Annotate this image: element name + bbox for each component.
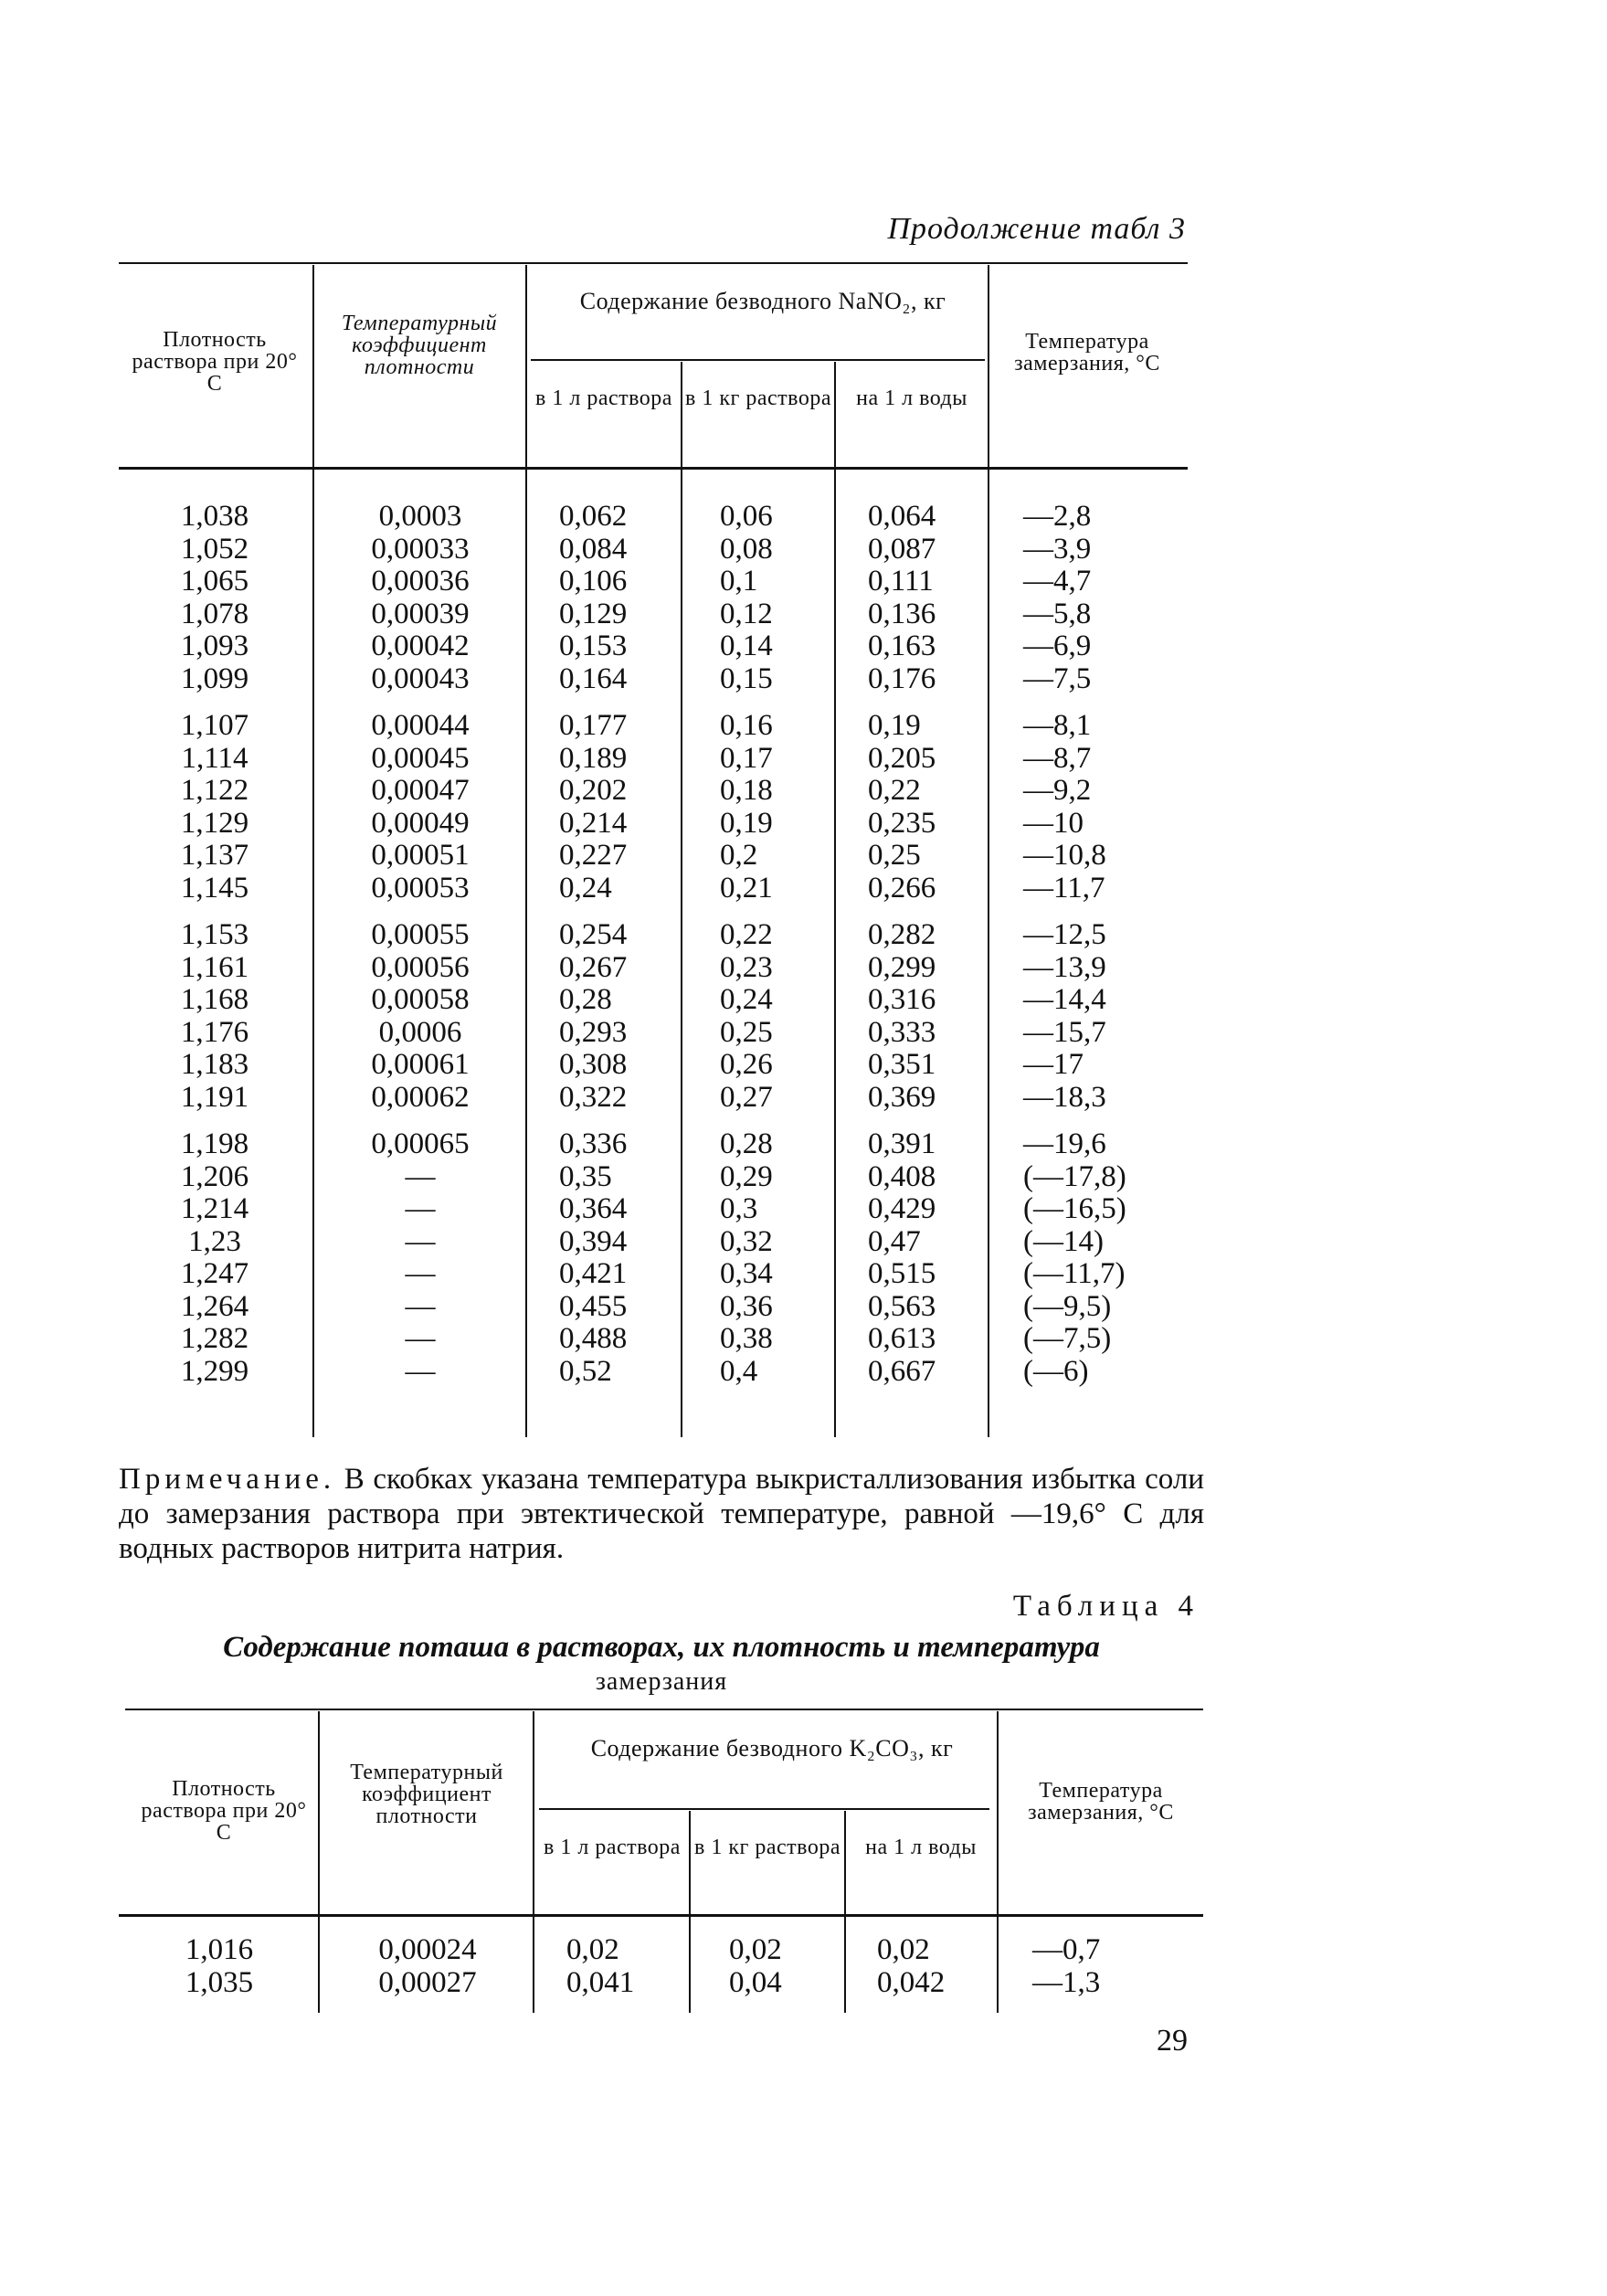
table3-cell: 0,16 — [720, 709, 773, 742]
table3-cell: 0,06 — [720, 500, 773, 533]
table3-cell: 1,038 — [180, 500, 249, 533]
table3-cell: 0,064 — [868, 500, 936, 533]
table3-cell: 0,408 — [868, 1159, 936, 1193]
table3-cell: 1,299 — [180, 1354, 249, 1388]
table3-cell: 0,266 — [868, 871, 936, 905]
table4-header-temp-coef: Температурный коэффициент плотности — [350, 1761, 503, 1828]
table3-cell: 0,515 — [868, 1257, 936, 1290]
table3-cell: 0,322 — [559, 1080, 628, 1114]
table3-cell: —8,1 — [1023, 709, 1092, 742]
table3-cell: —17 — [1023, 1048, 1084, 1081]
table3-cell: 0,0003 — [378, 500, 462, 533]
table3-cell: 0,563 — [868, 1289, 936, 1323]
table3-cell: 1,078 — [180, 597, 249, 630]
table3-cell: 0,00039 — [371, 597, 470, 630]
table3-cell: 0,32 — [720, 1224, 773, 1258]
table3-cell: 0,28 — [559, 983, 612, 1016]
table3-header-per-kg-solution: в 1 кг раствора — [685, 386, 831, 410]
table3-cell: 0,3 — [720, 1192, 758, 1225]
table3-cell: 0,202 — [559, 774, 628, 807]
table3-cell: — — [405, 1289, 436, 1323]
table3-cell: 0,136 — [868, 597, 936, 630]
table3-cell: 0,308 — [559, 1048, 628, 1081]
table4-vline-3 — [689, 1811, 691, 2013]
table3-cell: 0,488 — [559, 1322, 628, 1355]
group-gap — [720, 695, 820, 710]
table3-cell: 0,00044 — [371, 709, 470, 742]
table3-cell: 0,12 — [720, 597, 773, 630]
group-gap — [559, 695, 669, 710]
table3-cell: —5,8 — [1023, 597, 1092, 630]
table3-cell: 1,198 — [180, 1127, 249, 1160]
table3-cell: 1,122 — [180, 774, 249, 807]
table3-col-per-kg-solution — [720, 501, 820, 1388]
table3-cell: 0,667 — [868, 1354, 936, 1388]
table3-cell: 1,183 — [180, 1048, 249, 1081]
table3-cell: 0,00033 — [371, 532, 470, 566]
table4-vline-4 — [844, 1811, 846, 2013]
table3-cell: 1,153 — [180, 918, 249, 951]
group-gap — [1023, 695, 1179, 710]
table3-cell: 0,129 — [559, 597, 628, 630]
group-gap — [559, 1114, 669, 1128]
table3-cell: 0,164 — [559, 661, 628, 695]
table3-cell: 0,25 — [720, 1015, 773, 1049]
table3-cell: 0,27 — [720, 1080, 773, 1114]
table4-vline-5 — [997, 1711, 999, 2013]
table3-cell: 0,1 — [720, 565, 758, 598]
note-text: В скобках указана температура выкристаллизования избытка соли до замерзания раствора при эвтектической температуре, равной —19,6° С для водных растворов нитрита натрия. — [119, 1463, 1204, 1565]
table3-cell: 1,114 — [181, 741, 248, 775]
table4-col-freezing — [1032, 1934, 1188, 1999]
table4-vline-1 — [318, 1711, 320, 2013]
table3-cell: 0,00045 — [371, 741, 470, 775]
table4-col-temp-coef — [345, 1934, 510, 1999]
table3-cell: 0,111 — [868, 565, 934, 598]
group-gap — [559, 905, 669, 919]
table3-cell: (—9,5) — [1023, 1289, 1112, 1323]
table3-cell: 0,36 — [720, 1289, 773, 1323]
table4-cell: 0,042 — [877, 1965, 946, 1999]
table3-cell: 0,0006 — [378, 1015, 462, 1049]
group-gap — [1023, 905, 1179, 919]
group-gap — [868, 695, 978, 710]
table3-cell: 1,129 — [180, 806, 249, 840]
table4-number: Таблица 4 — [1012, 1590, 1200, 1623]
table3-header-density: Плотность раствора при 20° С — [132, 328, 298, 396]
table3-header-content-group: Содержание безводного NaNO₂, кг — [579, 288, 946, 314]
table3-header-rule — [119, 467, 1188, 470]
group-gap — [338, 905, 502, 919]
table3-cell: —10,8 — [1023, 839, 1106, 872]
table3-cell: —19,6 — [1023, 1127, 1106, 1160]
table3-cell: 0,38 — [720, 1322, 773, 1355]
table3-cell: 0,29 — [720, 1159, 773, 1193]
group-gap — [868, 905, 978, 919]
table3-cell: —8,7 — [1023, 741, 1092, 775]
table3-cell: 1,161 — [180, 950, 249, 984]
table4-col-per-l-solution — [566, 1934, 676, 1999]
table4-cell: 0,00027 — [378, 1965, 477, 1999]
table3-header-freezing: Температура замерзания, °С — [1014, 330, 1160, 376]
table3-col-per-l-water — [868, 501, 978, 1388]
table3-cell: 0,316 — [868, 983, 936, 1016]
table4-cell: 0,02 — [566, 1933, 619, 1966]
table3-cell: 0,455 — [559, 1289, 628, 1323]
table3-cell: 1,23 — [188, 1224, 241, 1258]
table3-vline-1 — [312, 265, 314, 1437]
table4-col-per-l-water — [877, 1934, 987, 1999]
table3-cell: 0,421 — [559, 1257, 628, 1290]
table3-vline-2 — [525, 265, 527, 1437]
table3-cell: 1,214 — [180, 1192, 249, 1225]
group-gap — [155, 695, 274, 710]
table3-cell: 0,22 — [720, 918, 773, 951]
table3-vline-4 — [834, 362, 836, 1437]
table3-cell: 0,00036 — [371, 565, 470, 598]
table3-cell: —2,8 — [1023, 500, 1092, 533]
table3-cell: 0,47 — [868, 1224, 921, 1258]
table4-header-content-group: Содержание безводного K₂CO₃, кг — [590, 1735, 954, 1762]
table3-cell: —9,2 — [1023, 774, 1092, 807]
table4-cell: 0,04 — [729, 1965, 782, 1999]
table3-cell: 0,15 — [720, 661, 773, 695]
table4-cell: —0,7 — [1032, 1933, 1101, 1966]
table4-header-per-kg-solution: в 1 кг раствора — [694, 1836, 841, 1859]
table3-cell: 0,062 — [559, 500, 628, 533]
table3-cell: 0,00051 — [371, 839, 470, 872]
table3-cell: 0,00043 — [371, 661, 470, 695]
table4-top-rule — [125, 1709, 1203, 1710]
table3-cell: 1,264 — [180, 1289, 249, 1323]
table3-cell: 0,26 — [720, 1048, 773, 1081]
table3-col-per-l-solution — [559, 501, 669, 1388]
table3-cell: (—17,8) — [1023, 1159, 1126, 1193]
table3-cell: 0,21 — [720, 871, 773, 905]
table3-cell: 0,282 — [868, 918, 936, 951]
table3-cell: (—14) — [1023, 1224, 1104, 1258]
table3-cell: 0,19 — [720, 806, 773, 840]
table3-cell: —3,9 — [1023, 532, 1092, 566]
table3-cell: —4,7 — [1023, 565, 1092, 598]
table3-cell: —7,5 — [1023, 661, 1092, 695]
table4-col-per-kg-solution — [729, 1934, 830, 1999]
table3-cell: 0,23 — [720, 950, 773, 984]
table3-cell: 1,137 — [180, 839, 249, 872]
table3-cell: 0,00056 — [371, 950, 470, 984]
table3-cell: 1,247 — [180, 1257, 249, 1290]
table3-cell: 0,299 — [868, 950, 936, 984]
table3-header-per-l-water: на 1 л воды — [856, 386, 967, 410]
note-label: Примечание. — [119, 1463, 336, 1496]
table3-cell: —12,5 — [1023, 918, 1106, 951]
table3-cell: 1,206 — [180, 1159, 249, 1193]
table3-cell: 1,065 — [180, 565, 249, 598]
table3-cell: 0,293 — [559, 1015, 628, 1049]
table3-cell: 0,24 — [559, 871, 612, 905]
table3-cell: — — [405, 1322, 436, 1355]
table4-vline-2 — [533, 1711, 534, 2013]
table4-cell: 0,02 — [729, 1933, 782, 1966]
table4-group-rule — [539, 1808, 989, 1810]
table3-vline-3 — [681, 362, 682, 1437]
table3-cell: 0,369 — [868, 1080, 936, 1114]
table4-header-rule — [119, 1914, 1203, 1917]
table4-col-density — [160, 1934, 279, 1999]
table3-cell: 0,364 — [559, 1192, 628, 1225]
table3-cell: — — [405, 1192, 436, 1225]
group-gap — [338, 1114, 502, 1128]
table3-cell: 0,35 — [559, 1159, 612, 1193]
table4-cell: 0,02 — [877, 1933, 930, 1966]
table3-cell: 0,084 — [559, 532, 628, 566]
table3-cell: 0,177 — [559, 709, 628, 742]
table3-col-density — [155, 501, 274, 1388]
table4-cell: 0,041 — [566, 1965, 635, 1999]
table3-note — [119, 1462, 1204, 1566]
table3-cell: (—11,7) — [1023, 1257, 1126, 1290]
table3-cell: 0,08 — [720, 532, 773, 566]
table4-header-freezing: Температура замерзания, °С — [1028, 1779, 1174, 1825]
table4-header-per-l-solution: в 1 л раствора — [544, 1836, 681, 1859]
table4-title-line2: замерзания — [595, 1667, 728, 1696]
table3-cell: 1,107 — [180, 709, 249, 742]
table3-cell: —10 — [1023, 806, 1084, 840]
table3-cell: (—6) — [1023, 1354, 1089, 1388]
table3-cell: 0,254 — [559, 918, 628, 951]
table3-cell: —6,9 — [1023, 630, 1092, 662]
table3-vline-5 — [988, 265, 989, 1437]
table3-cell: 0,19 — [868, 709, 921, 742]
table3-cell: 1,099 — [180, 661, 249, 695]
table3-cell: — — [405, 1354, 436, 1388]
table3-cell: 0,52 — [559, 1354, 612, 1388]
table3-cell: 1,145 — [180, 871, 249, 905]
table3-cell: 0,17 — [720, 741, 773, 775]
group-gap — [155, 905, 274, 919]
table3-cell: 0,4 — [720, 1354, 758, 1388]
table4-header-density: Плотность раствора при 20° С — [141, 1777, 307, 1845]
table3-cell: 0,235 — [868, 806, 936, 840]
group-gap — [720, 1114, 820, 1128]
table3-cell: 0,00055 — [371, 918, 470, 951]
table4-title — [119, 1630, 1204, 1699]
table3-col-temp-coef — [338, 501, 502, 1388]
group-gap — [868, 1114, 978, 1128]
table3-cell: (—16,5) — [1023, 1192, 1126, 1225]
group-gap — [338, 695, 502, 710]
table3-cell: 1,176 — [180, 1015, 249, 1049]
table3-cell: 0,00049 — [371, 806, 470, 840]
table3-cell: 0,18 — [720, 774, 773, 807]
table3-cell: 0,00065 — [371, 1127, 470, 1160]
table3-cell: — — [405, 1159, 436, 1193]
table4-cell: 1,035 — [185, 1965, 254, 1999]
table3-cell: 0,00058 — [371, 983, 470, 1016]
table3-cell: 0,227 — [559, 839, 628, 872]
table3-cell: 0,351 — [868, 1048, 936, 1081]
table3-cell: 0,333 — [868, 1015, 936, 1049]
table3-col-freezing — [1023, 501, 1179, 1388]
table3-header-temp-coef: Температурный коэффициент плотности — [341, 312, 498, 379]
continuation-label: Продолжение табл 3 — [887, 212, 1186, 246]
table3-cell: 0,106 — [559, 565, 628, 598]
table3-cell: —18,3 — [1023, 1080, 1106, 1114]
table3-cell: 0,00061 — [371, 1048, 470, 1081]
table3-cell: 0,25 — [868, 839, 921, 872]
table4-cell: 1,016 — [185, 1933, 254, 1966]
group-gap — [1023, 1114, 1179, 1128]
table3-cell: (—7,5) — [1023, 1322, 1112, 1355]
table3-cell: 0,2 — [720, 839, 758, 872]
table3-cell: —11,7 — [1023, 871, 1105, 905]
table3-cell: 0,34 — [720, 1257, 773, 1290]
table4-cell: 0,00024 — [378, 1933, 477, 1966]
group-gap — [720, 905, 820, 919]
table3-cell: — — [405, 1257, 436, 1290]
table4-header-per-l-water: на 1 л воды — [865, 1836, 977, 1859]
table3-top-rule — [119, 262, 1188, 264]
table4-cell: —1,3 — [1032, 1965, 1101, 1999]
table3-cell: 0,163 — [868, 630, 936, 662]
table3-cell: 0,391 — [868, 1127, 936, 1160]
table3-cell: — — [405, 1224, 436, 1258]
table3-cell: 0,189 — [559, 741, 628, 775]
table3-cell: 0,153 — [559, 630, 628, 662]
table3-cell: 0,176 — [868, 661, 936, 695]
table3-cell: 0,22 — [868, 774, 921, 807]
table3-cell: 0,00047 — [371, 774, 470, 807]
table3-cell: 0,429 — [868, 1192, 936, 1225]
table4-title-line1: Содержание поташа в растворах, их плотность и температура — [223, 1631, 1100, 1664]
table3-cell: 0,00062 — [371, 1080, 470, 1114]
table3-cell: 0,394 — [559, 1224, 628, 1258]
table3-cell: 0,205 — [868, 741, 936, 775]
table3-cell: 0,28 — [720, 1127, 773, 1160]
table3-cell: 1,093 — [180, 630, 249, 662]
table3-cell: 1,052 — [180, 532, 249, 566]
group-gap — [155, 1114, 274, 1128]
table3-group-rule — [531, 359, 985, 361]
table3-cell: 1,191 — [180, 1080, 249, 1114]
table3-cell: 0,00042 — [371, 630, 470, 662]
table3-header-per-l-solution: в 1 л раствора — [535, 386, 672, 410]
table3-cell: 1,282 — [180, 1322, 249, 1355]
table3-cell: —13,9 — [1023, 950, 1106, 984]
table3-cell: 0,087 — [868, 532, 936, 566]
table3-cell: —14,4 — [1023, 983, 1106, 1016]
table3-cell: —15,7 — [1023, 1015, 1106, 1049]
table3-cell: 0,336 — [559, 1127, 628, 1160]
page-number: 29 — [1157, 2024, 1188, 2058]
table3-cell: 0,267 — [559, 950, 628, 984]
table3-cell: 0,24 — [720, 983, 773, 1016]
table3-cell: 0,00053 — [371, 871, 470, 905]
table3-cell: 0,613 — [868, 1322, 936, 1355]
table3-cell: 0,214 — [559, 806, 628, 840]
table3-cell: 1,168 — [180, 983, 249, 1016]
table3-cell: 0,14 — [720, 630, 773, 662]
